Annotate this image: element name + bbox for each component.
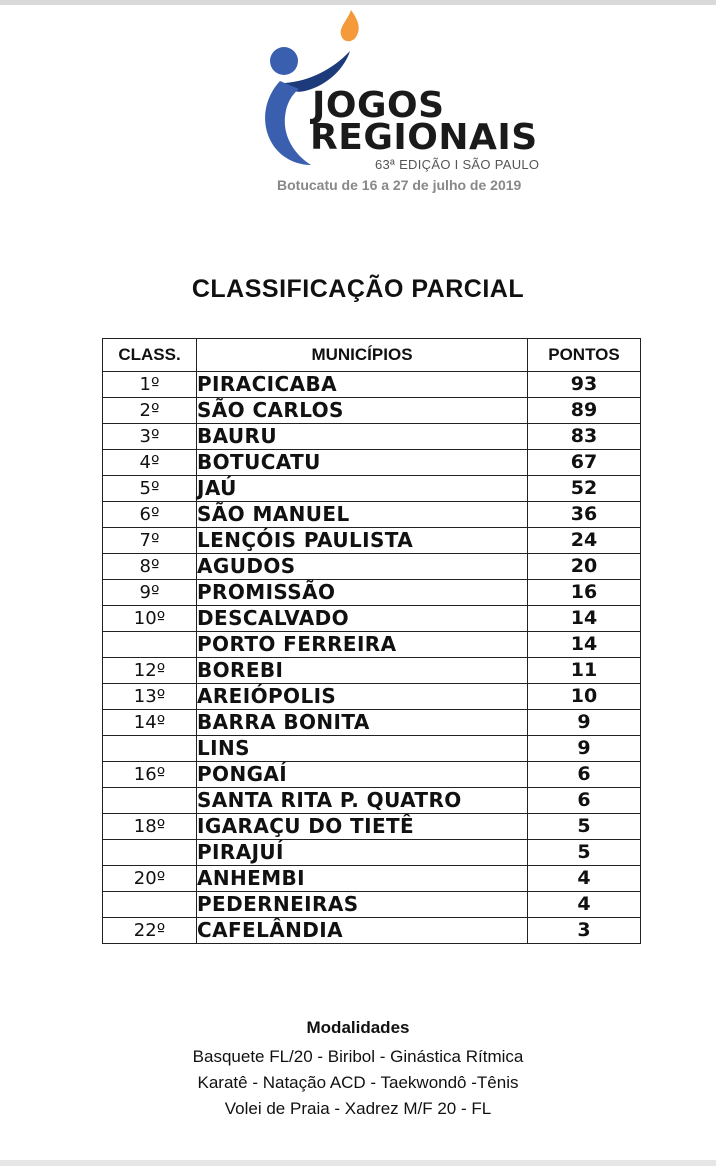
table-row [103, 814, 641, 840]
municipio-cell: PONGAÍ [197, 762, 528, 788]
municipio-cell: LINS [197, 736, 528, 762]
class-cell: 8º [103, 554, 197, 580]
class-cell [103, 736, 197, 762]
pontos-cell: 11 [528, 658, 641, 684]
pontos-cell: 5 [528, 840, 641, 866]
table-row [103, 554, 641, 580]
table-row [103, 840, 641, 866]
modalidades-title: Modalidades [306, 1018, 410, 1037]
municipio-cell: BOREBI [197, 658, 528, 684]
municipio-cell: SANTA RITA P. QUATRO [197, 788, 528, 814]
table-row [103, 424, 641, 450]
table-row [103, 710, 641, 736]
page-title: CLASSIFICAÇÃO PARCIAL [191, 275, 525, 303]
pontos-cell: 20 [528, 554, 641, 580]
municipio-cell: CAFELÂNDIA [197, 918, 528, 944]
municipio-cell: PIRACICABA [197, 372, 528, 398]
class-cell: 18º [103, 814, 197, 840]
logo-edition: 63ª EDIÇÃO I SÃO PAULO [375, 157, 540, 172]
class-cell: 14º [103, 710, 197, 736]
municipio-cell: PIRAJUÍ [197, 840, 528, 866]
table-row [103, 502, 641, 528]
municipio-cell: BAURU [197, 424, 528, 450]
pontos-cell: 14 [528, 632, 641, 658]
table-row [103, 892, 641, 918]
municipio-cell: DESCALVADO [197, 606, 528, 632]
municipio-cell: PROMISSÃO [197, 580, 528, 606]
municipio-cell: IGARAÇU DO TIETÊ [197, 814, 528, 840]
pontos-cell: 83 [528, 424, 641, 450]
column-header-pontos: PONTOS [528, 339, 641, 372]
municipio-cell: JAÚ [197, 476, 528, 502]
modalidades-section [0, 1018, 716, 1122]
pontos-cell: 24 [528, 528, 641, 554]
municipio-cell: ANHEMBI [197, 866, 528, 892]
class-cell: 5º [103, 476, 197, 502]
class-cell: 4º [103, 450, 197, 476]
municipio-cell: BOTUCATU [197, 450, 528, 476]
table-row [103, 736, 641, 762]
class-cell: 10º [103, 606, 197, 632]
table-row [103, 788, 641, 814]
pontos-cell: 5 [528, 814, 641, 840]
pontos-cell: 16 [528, 580, 641, 606]
table-row [103, 450, 641, 476]
class-cell: 12º [103, 658, 197, 684]
event-logo [255, 5, 575, 200]
table-row [103, 372, 641, 398]
class-cell: 7º [103, 528, 197, 554]
municipio-cell: SÃO CARLOS [197, 398, 528, 424]
bottom-border [0, 1160, 716, 1166]
pontos-cell: 6 [528, 788, 641, 814]
pontos-cell: 93 [528, 372, 641, 398]
pontos-cell: 9 [528, 736, 641, 762]
logo-title-line2: REGIONAIS [310, 117, 538, 158]
class-cell [103, 632, 197, 658]
column-header-class: CLASS. [103, 339, 197, 372]
class-cell: 2º [103, 398, 197, 424]
table-row [103, 684, 641, 710]
class-cell: 9º [103, 580, 197, 606]
class-cell: 3º [103, 424, 197, 450]
modalidades-line: Basquete FL/20 - Biribol - Ginástica Rítmica [192, 1047, 524, 1066]
class-cell: 22º [103, 918, 197, 944]
municipio-cell: PEDERNEIRAS [197, 892, 528, 918]
municipio-cell: BARRA BONITA [197, 710, 528, 736]
pontos-cell: 14 [528, 606, 641, 632]
pontos-cell: 6 [528, 762, 641, 788]
modalidades-line: Karatê - Natação ACD - Taekwondô -Tênis [197, 1073, 519, 1092]
column-header-municipios: MUNICÍPIOS [197, 339, 528, 372]
table-row [103, 398, 641, 424]
modalidades-line: Volei de Praia - Xadrez M/F 20 - FL [224, 1099, 492, 1118]
table-row [103, 632, 641, 658]
municipio-cell: AGUDOS [197, 554, 528, 580]
table-row [103, 528, 641, 554]
class-cell [103, 892, 197, 918]
pontos-cell: 67 [528, 450, 641, 476]
table-row [103, 476, 641, 502]
pontos-cell: 36 [528, 502, 641, 528]
standings-table [102, 338, 641, 944]
class-cell: 16º [103, 762, 197, 788]
municipio-cell: SÃO MANUEL [197, 502, 528, 528]
municipio-cell: PORTO FERREIRA [197, 632, 528, 658]
pontos-cell: 89 [528, 398, 641, 424]
table-row [103, 658, 641, 684]
table-header-row [103, 339, 641, 372]
pontos-cell: 3 [528, 918, 641, 944]
table-row [103, 762, 641, 788]
class-cell: 1º [103, 372, 197, 398]
class-cell: 6º [103, 502, 197, 528]
table-row [103, 580, 641, 606]
class-cell: 20º [103, 866, 197, 892]
municipio-cell: LENÇÓIS PAULISTA [197, 528, 528, 554]
table-row [103, 918, 641, 944]
logo-title-line1: JOGOS [312, 85, 445, 126]
class-cell [103, 788, 197, 814]
pontos-cell: 9 [528, 710, 641, 736]
pontos-cell: 52 [528, 476, 641, 502]
class-cell: 13º [103, 684, 197, 710]
pontos-cell: 10 [528, 684, 641, 710]
municipio-cell: AREIÓPOLIS [197, 684, 528, 710]
pontos-cell: 4 [528, 866, 641, 892]
class-cell [103, 840, 197, 866]
pontos-cell: 4 [528, 892, 641, 918]
table-row [103, 866, 641, 892]
event-dates: Botucatu de 16 a 27 de julho de 2019 [277, 177, 522, 193]
table-row [103, 606, 641, 632]
